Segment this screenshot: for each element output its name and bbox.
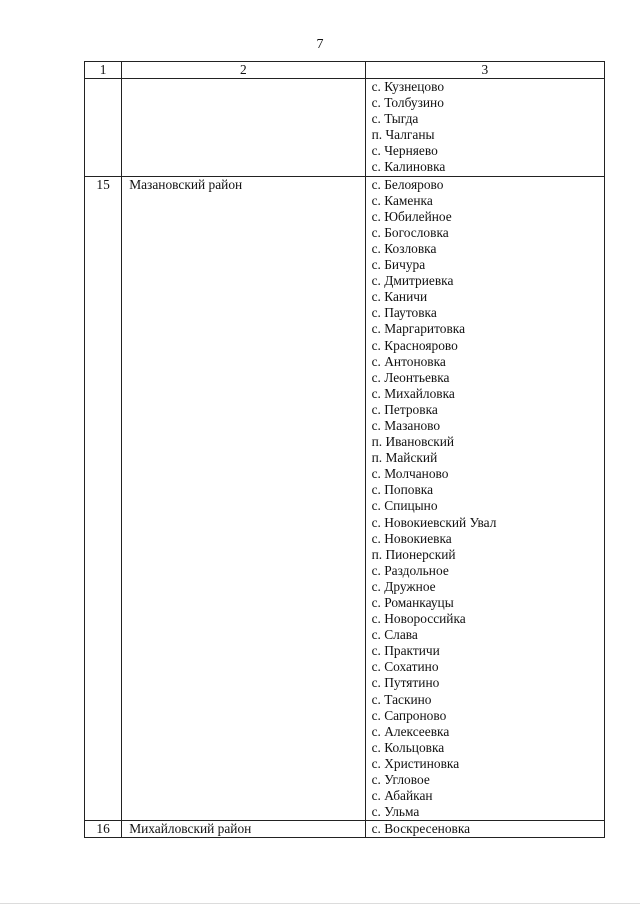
settlements-cell bbox=[365, 821, 604, 838]
settlement-item: с. Романкауцы bbox=[371, 595, 454, 610]
settlement-item: п. Майский bbox=[371, 450, 438, 466]
settlements-cell bbox=[365, 176, 604, 821]
settlement-item: с. Толбузино bbox=[371, 95, 444, 111]
settlement-item: с. Сапроново bbox=[371, 707, 447, 723]
settlement-item: с. Кузнецово bbox=[371, 79, 445, 94]
row-number: 16 bbox=[85, 821, 122, 838]
table-row bbox=[85, 821, 605, 838]
settlement-item: с. Слава bbox=[371, 627, 418, 643]
settlement-item: с. Сохатино bbox=[371, 659, 439, 675]
settlement-item: с. Новокиевка bbox=[371, 530, 452, 546]
settlement-item: п. Ивановский bbox=[371, 434, 455, 450]
settlement-item: с. Богословка bbox=[371, 224, 449, 240]
header-col-3: 3 bbox=[365, 62, 604, 79]
settlement-item: с. Леонтьевка bbox=[371, 369, 450, 385]
district-name: Михайловский район bbox=[122, 821, 365, 838]
settlement-item: с. Калиновка bbox=[371, 159, 446, 175]
settlement-item: с. Таскино bbox=[371, 691, 432, 707]
settlement-item: с. Молчаново bbox=[371, 466, 449, 482]
settlement-item: с. Петровка bbox=[371, 401, 438, 417]
settlement-item: с. Антоновка bbox=[371, 353, 446, 369]
settlement-item: с. Маргаритовка bbox=[371, 321, 466, 337]
scan-edge-line bbox=[0, 903, 640, 904]
settlement-item: с. Мазаново bbox=[371, 417, 441, 433]
settlement-item: с. Бичура bbox=[371, 257, 426, 273]
district-name: Мазановский район bbox=[122, 176, 365, 821]
settlement-item: с. Дмитриевка bbox=[371, 273, 454, 289]
settlement-item: с. Воскресеновка bbox=[371, 821, 471, 837]
settlement-item: п. Чалганы bbox=[371, 127, 435, 143]
settlements-cell bbox=[365, 79, 604, 177]
settlement-item: п. Пионерский bbox=[371, 546, 456, 562]
settlement-item: с. Белоярово bbox=[371, 176, 444, 192]
header-col-1: 1 bbox=[85, 62, 122, 79]
header-col-2: 2 bbox=[122, 62, 365, 79]
settlement-item: с. Дружное bbox=[371, 578, 436, 594]
settlement-item: с. Каничи bbox=[371, 289, 428, 305]
settlement-item: с. Каменка bbox=[371, 192, 433, 208]
settlement-item: с. Ульма bbox=[371, 804, 420, 820]
settlement-item: с. Христиновка bbox=[371, 755, 460, 771]
settlement-item: с. Тыгда bbox=[371, 111, 419, 127]
settlement-item: с. Спицыно bbox=[371, 498, 438, 514]
row-number bbox=[85, 79, 122, 177]
settlements-table bbox=[84, 61, 605, 838]
table-row bbox=[85, 79, 605, 177]
settlement-item: с. Алексеевка bbox=[371, 723, 450, 739]
settlement-item: с. Путятино bbox=[371, 675, 440, 691]
settlement-item: с. Абайкан bbox=[371, 788, 433, 804]
settlement-item: с. Черняево bbox=[371, 143, 438, 159]
settlement-item: с. Паутовка bbox=[371, 305, 437, 321]
table-header-row bbox=[85, 62, 605, 79]
settlement-item: с. Красноярово bbox=[371, 337, 458, 353]
settlement-item: с. Кольцовка bbox=[371, 739, 445, 755]
settlement-item: с. Угловое bbox=[371, 772, 430, 788]
district-name bbox=[122, 79, 365, 177]
settlement-item: с. Поповка bbox=[371, 482, 434, 498]
settlement-item: с. Михайловка bbox=[371, 385, 455, 401]
settlement-item: с. Новокиевский Увал bbox=[371, 514, 497, 530]
settlement-item: с. Практичи bbox=[371, 643, 440, 659]
row-number: 15 bbox=[85, 176, 122, 821]
table-row bbox=[85, 176, 605, 821]
settlement-item: с. Раздольное bbox=[371, 562, 449, 578]
settlement-item: с. Козловка bbox=[371, 240, 437, 256]
page-number: 7 bbox=[316, 37, 324, 52]
settlement-item: с. Новороссийка bbox=[371, 611, 466, 627]
settlement-item: с. Юбилейное bbox=[371, 208, 452, 224]
